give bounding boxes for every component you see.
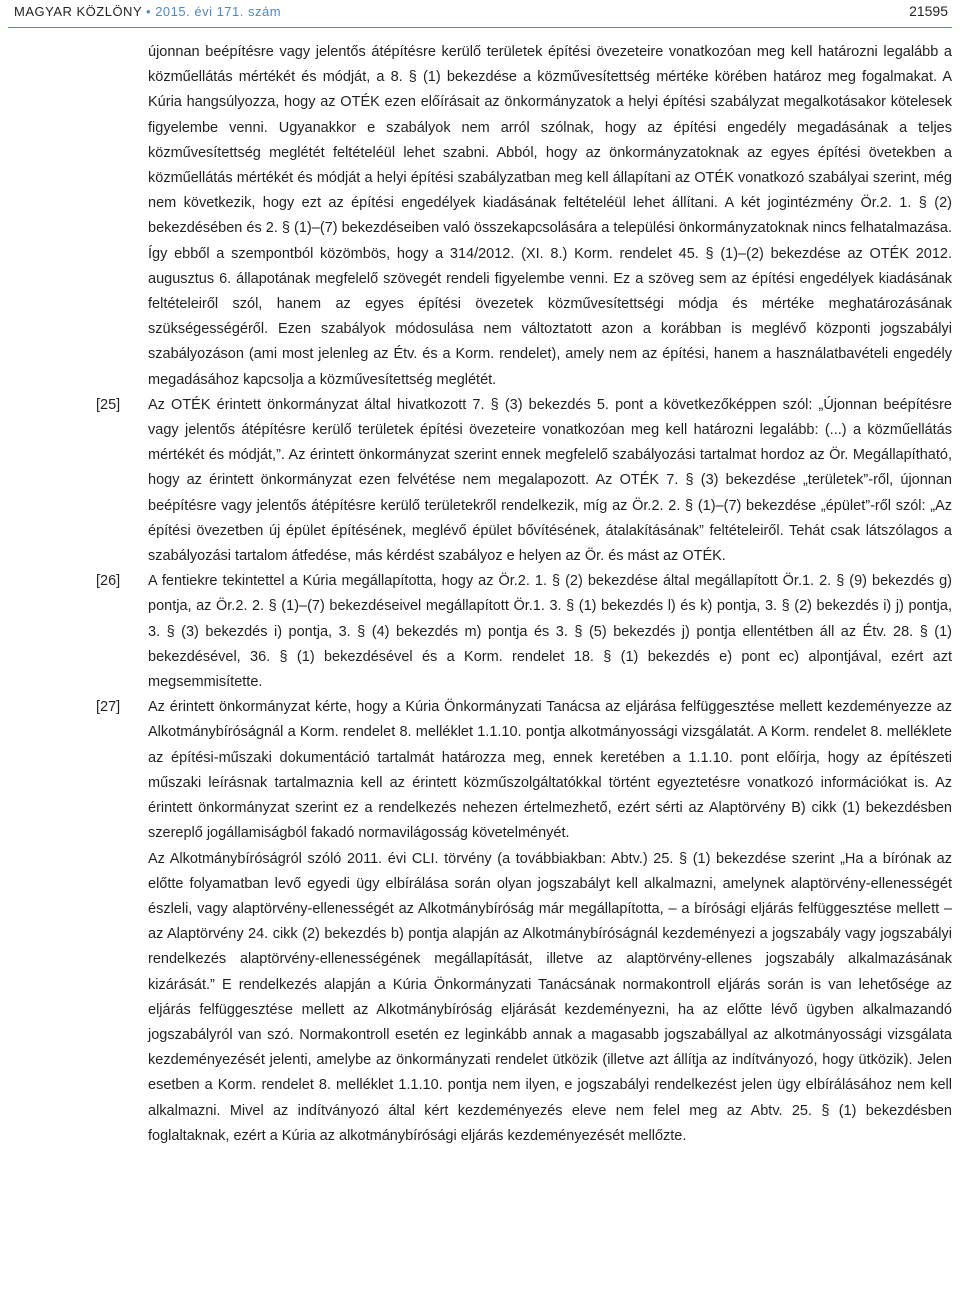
bullet-separator: •	[146, 4, 152, 19]
paragraph-number: [26]	[96, 573, 121, 590]
paragraph-text: Az Alkotmánybíróságról szóló 2011. évi CLI. törvény (a továbbiakban: Abtv.) 25. § (1) bekezdése szerint „Ha a bírónak az előtte folyamatban levő egyedi ügy elbírálása során olyan jogszabályt kell alkalmazni, amelynek alaptörvény-ellenességét észleli, vagy alaptörvény-ellenességét az Alkotmánybíróság már megállapította, – a bírósági eljárás felfüggesztése mellett – az Alaptörvény 24. cikk (2) bekezdés b) pontja alapján az Alkotmánybíróságnál kezdeményezi a jogszabály vagy jogszabályi rendelkezés alaptörvény-ellenességének megállapítását, illetve az alaptörvény-ellenes jogszabály alkalmazásának kizárását.” E rendelkezés alapján a Kúria Önkormányzati Tanácsának normakontroll eljárás során is van lehetősége az eljárás felfüggesztése mellett az Alkotmánybíróság eljárását kezdeményezni, ha az előtte lévő ügyben alkalmazandó jogszabályról van szó. Normakontroll esetén ez leginkább annak a magasabb jogszabállyal az alkotmányossági vizsgálata kezdeményezését jelenti, amelybe az önkormányzati rendelet ütközik (illetve azt állítja az indítványozó, hogy ütközik). Jelen esetben a Korm. rendelet 8. melléklet 1.1.10. pontja nem ilyen, e jogszabályi rendelkezést jelen ügy elbírálásához nem kell alkalmazni. Mivel az indítványozó által kért kezdeményezés eleve nem felel meg az Abtv. 25. § (1) bekezdésben foglaltaknak, ezért a Kúria az alkotmánybírósági eljárás kezdeményezését mellőzte.	[148, 850, 952, 1144]
running-head	[14, 4, 281, 19]
header-rule	[8, 27, 952, 28]
document-body	[0, 40, 960, 1149]
paragraph-27	[0, 695, 960, 846]
paragraph-number: [27]	[96, 699, 121, 716]
page-number: 21595	[909, 3, 948, 19]
paragraph-continued	[0, 40, 960, 393]
paragraph-text: A fentiekre tekintettel a Kúria megállapította, hogy az Ör.2. 1. § (2) bekezdése által megállapított Ör.1. 2. § (9) bekezdés g) pontja, az Ör.2. 2. § (1)–(7) bekezdéseivel megállapított Ör.1. 3. § (1) bekezdés l) és k) pontja, 3. § (2) bekezdés i) j) pontja, 3. § (3) bekezdés i) pontja, 3. § (4) bekezdés m) pontja és 3. § (5) bekezdés j) pontja ellentétben áll az Étv. 28. § (1) bekezdésével, 36. § (1) bekezdésével és a Korm. rendelet 18. § (1) bekezdés e) pont ec) alpontjával, ezért azt megsemmisítette.	[148, 573, 952, 691]
paragraph-26	[0, 569, 960, 695]
journal-title: MAGYAR KÖZLÖNY	[14, 4, 142, 19]
paragraph-27-continued	[0, 847, 960, 1149]
issue-label: 2015. évi 171. szám	[155, 4, 282, 19]
paragraph-number: [25]	[96, 396, 121, 413]
paragraph-text: újonnan beépítésre vagy jelentős átépítésre kerülő területek építési övezeteire vonatkozóan meg kell határozni legalább a közműellátás mértékét és módját, a 8. § (1) bekezdése a közművesítettség mértéke körében határoz meg fogalmakat. A Kúria hangsúlyozza, hogy az OTÉK ezen előírásait az önkormányzatok a helyi építési szabályzat megalkotásakor kötelesek figyelembe venni. Ugyanakkor e szabályok nem arról szólnak, hogy az építési engedély megadásának a teljes közművesítettség meglétét feltételéül lehet szabni. Abból, hogy az önkormányzatoknak az egyes építési övetekben a közműellátás mértékét és módját a helyi építési szabályzatban meg kell állapítani az OTÉK vonatkozó szabályai szerint, még nem következik, hogy ezt az építési engedélyek kiadásának feltételéül lehet állítani. A két jogintézmény Ör.2. 1. § (2) bekezdésében és 2. § (1)–(7) bekezdéseiben való összekapcsolására a települési önkormányzatoknak nincs felhatalmazása. Így ebből a szempontból közömbös, hogy a 314/2012. (XI. 8.) Korm. rendelet 45. § (1)–(2) bekezdése az OTÉK 2012. augusztus 6. állapotának megfelelő szövegét rendeli figyelembe venni. Ez a szöveg sem az építési engedélyek kiadásának feltételeiről szól, hanem az egyes építési övezetek közművesítettségi módja és mértéke meghatározásának szükségességéről. Ezen szabályok módosulása nem változtatott azon a korábban is meglévő központi jogszabályi szabályozáson (ami most jelenleg az Étv. és a Korm. rendelet), amely nem az építési, hanem a használatbavételi engedély megadásához kapcsolja a közművesítettség meglétét.	[148, 44, 952, 388]
paragraph-text: Az OTÉK érintett önkormányzat által hivatkozott 7. § (3) bekezdés 5. pont a következőképpen szól: „Újonnan beépítésre vagy jelentős átépítésre kerülő területek építési övezeteire vonatkozóan meg kell határozni legalább: (...) a közműellátás mértékét és módját,”. Az érintett önkormányzat szerint ennek megfelelő szabályozási tartalmat hordoz az Ör. Megállapítható, hogy az érintett önkormányzat ezen felvétése nem megalapozott. Az OTÉK 7. § (3) bekezdése „területek”-ről, újonnan beépítésre vagy jelentős átépítésre kerülő területekről rendelkezik, míg az Ör.2. 2. § (1)–(7) bekezdése „épület”-ről szól: „Az építési övezetben új épület építésének, meglévő épület bővítésének, átalakításának” feltételeiről. Tehát csak látszólagos a szabályozási tartalom átfedése, más kérdést szabályoz e helyen az Ör. és mást az OTÉK.	[148, 396, 952, 565]
page-header	[0, 0, 960, 30]
paragraph-25	[0, 393, 960, 569]
paragraph-text: Az érintett önkormányzat kérte, hogy a Kúria Önkormányzati Tanácsa az eljárása felfüggesztése mellett kezdeményezze az Alkotmánybíróságnál a Korm. rendelet 8. melléklet 1.1.10. pontja alkotmányossági vizsgálatát. A Korm. rendelet 8. melléklete az építési-műszaki dokumentáció tartalmát határozza meg, ennek keretében a 1.1.10. pont előírja, hogy az építészeti műszaki leírásnak tartalmaznia kell az érintett közműszolgáltatókkal történt egyeztetésre vonatkozó információkat is. Az érintett önkormányzat szerint ez a rendelkezés nehezen értelmezhető, ezért sérti az Alaptörvény B) cikk (1) bekezdésben szereplő jogállamiságból fakadó normavilágosság követelményét.	[148, 699, 952, 842]
